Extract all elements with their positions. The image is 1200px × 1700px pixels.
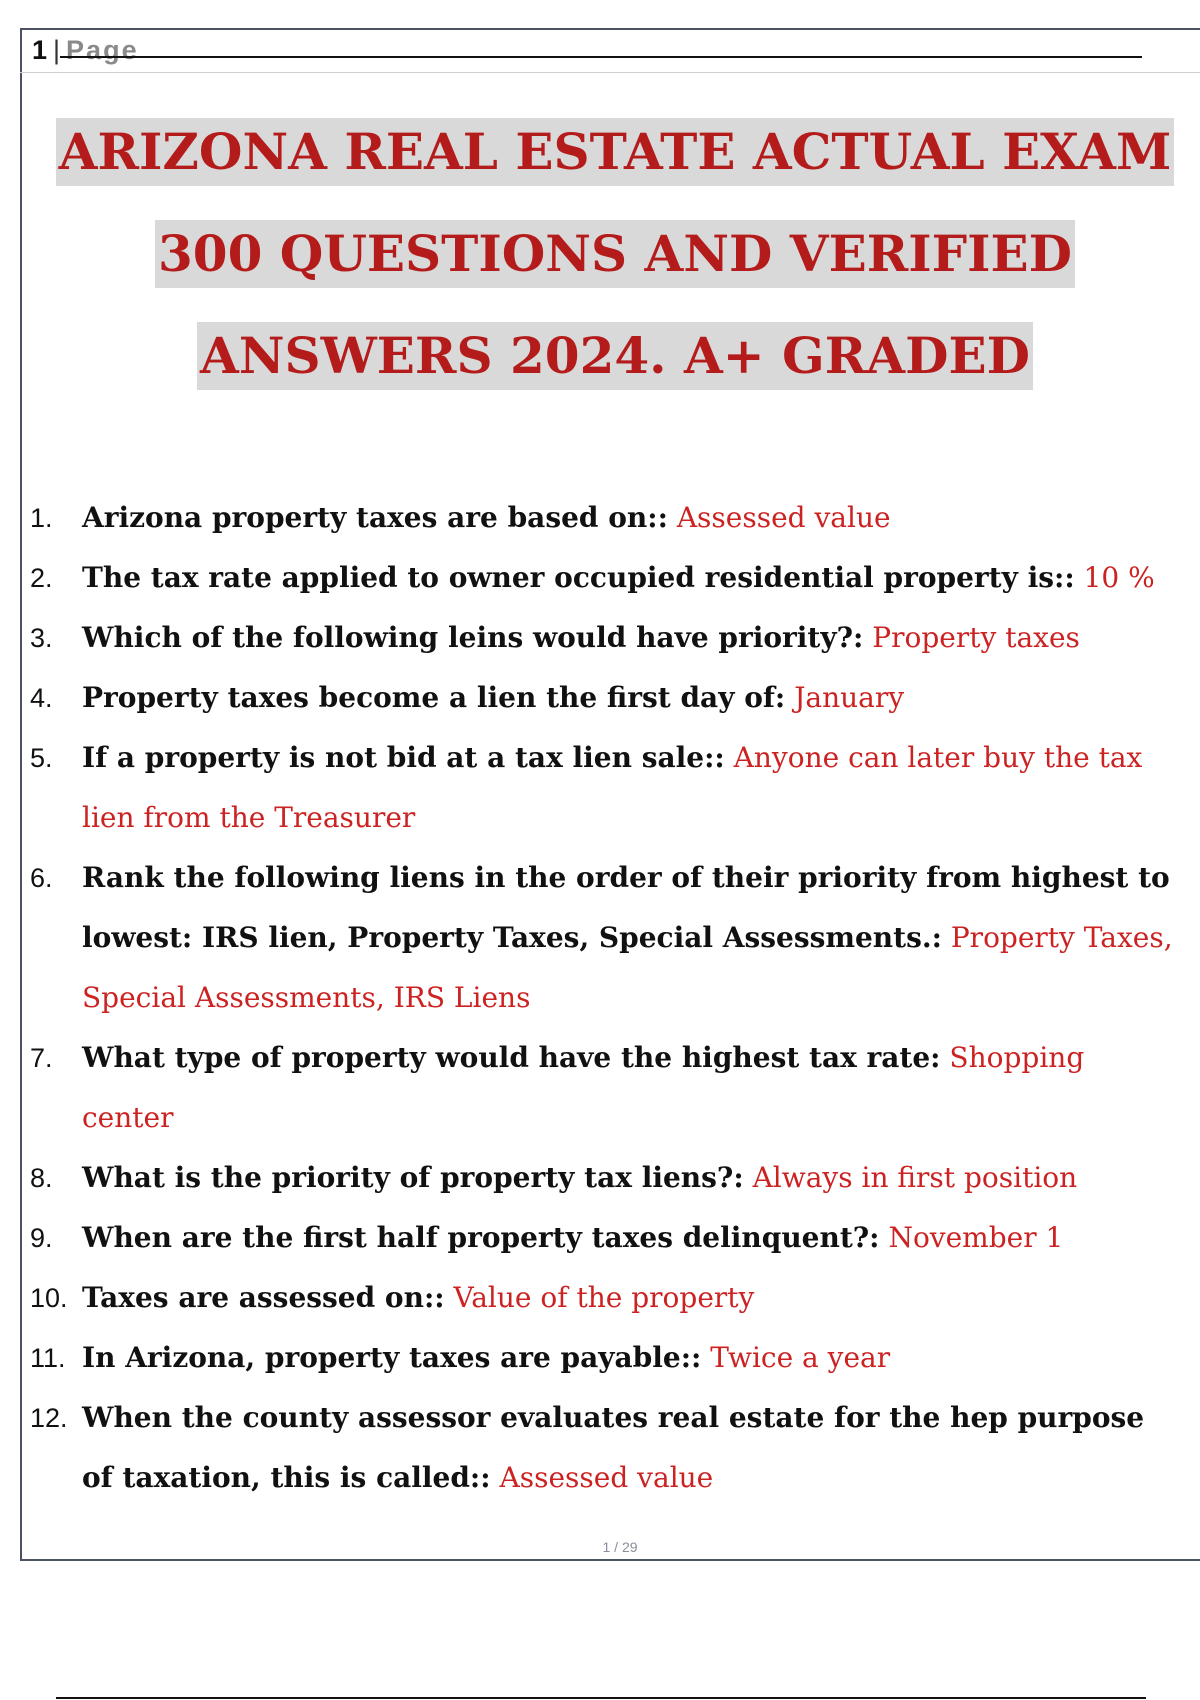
answer-text: Assessed value (499, 1461, 714, 1494)
question-text: Which of the following leins would have priority?: (82, 621, 864, 654)
page-header-separator: | (53, 34, 61, 65)
question-item-10 (30, 1268, 1180, 1328)
page-header-number: 1 (32, 34, 48, 65)
question-text: When are the first half property taxes delinquent?: (82, 1221, 880, 1254)
page-header (32, 32, 139, 68)
question-text: What is the priority of property tax liens?: (82, 1161, 744, 1194)
question-item-7 (30, 1028, 1180, 1148)
answer-text: 10 % (1083, 561, 1155, 594)
header-divider (20, 72, 1200, 73)
question-number: 1. (30, 503, 53, 533)
question-number: 2. (30, 563, 53, 593)
question-text: In Arizona, property taxes are payable:: (82, 1341, 702, 1374)
title-line-2: 300 QUESTIONS AND VERIFIED (155, 220, 1075, 288)
question-number: 7. (30, 1043, 53, 1073)
question-text: If a property is not bid at a tax lien sale:: (82, 741, 725, 774)
question-number: 8. (30, 1163, 53, 1193)
question-text: When the county assessor evaluates real estate for the hep purpose of taxation, this is called:: (82, 1401, 1145, 1494)
question-text: Property taxes become a lien the first day of: (82, 681, 786, 714)
question-number: 12. (30, 1403, 68, 1433)
question-item-12 (30, 1388, 1180, 1508)
question-number: 9. (30, 1223, 53, 1253)
page-indicator: 1 / 29 (602, 1539, 638, 1555)
question-text: Arizona property taxes are based on:: (82, 501, 668, 534)
question-text: What type of property would have the highest tax rate: (82, 1041, 941, 1074)
question-item-4 (30, 668, 1180, 728)
question-item-6 (30, 848, 1180, 1028)
answer-text: November 1 (888, 1221, 1064, 1254)
question-text: Taxes are assessed on:: (82, 1281, 445, 1314)
question-item-5 (30, 728, 1180, 848)
question-item-9 (30, 1208, 1180, 1268)
answer-text: Always in first position (752, 1161, 1078, 1194)
question-item-3 (30, 608, 1180, 668)
answer-text: Shopping center (82, 1041, 1085, 1134)
answer-text: Assessed value (676, 501, 891, 534)
question-number: 5. (30, 743, 53, 773)
question-item-11 (30, 1328, 1180, 1388)
question-item-2 (30, 548, 1180, 608)
title-line-3: ANSWERS 2024. A+ GRADED (197, 322, 1033, 390)
answer-text: Twice a year (710, 1341, 891, 1374)
answer-text: Property taxes (872, 621, 1080, 654)
page-header-word: Page (66, 34, 139, 65)
question-number: 10. (30, 1283, 68, 1313)
next-page-top-rule (56, 1697, 1146, 1699)
question-number: 3. (30, 623, 53, 653)
answer-text: January (794, 681, 905, 714)
question-text: Rank the following liens in the order of their priority from highest to lowest: IRS lien, Property Taxes, Special Assessments.: (82, 861, 1170, 954)
document-title (20, 118, 1200, 424)
question-list (30, 488, 1180, 1508)
question-number: 11. (30, 1343, 66, 1373)
question-item-8 (30, 1148, 1180, 1208)
answer-text: Anyone can later buy the tax lien from the Treasurer (82, 741, 1143, 834)
question-item-1 (30, 488, 1180, 548)
question-number: 4. (30, 683, 53, 713)
title-line-1: ARIZONA REAL ESTATE ACTUAL EXAM (56, 118, 1175, 186)
question-text: The tax rate applied to owner occupied residential property is:: (82, 561, 1075, 594)
answer-text: Property Taxes, Special Assessments, IRS Liens (82, 921, 1173, 1014)
header-rule (60, 56, 1142, 58)
answer-text: Value of the property (453, 1281, 755, 1314)
question-number: 6. (30, 863, 53, 893)
